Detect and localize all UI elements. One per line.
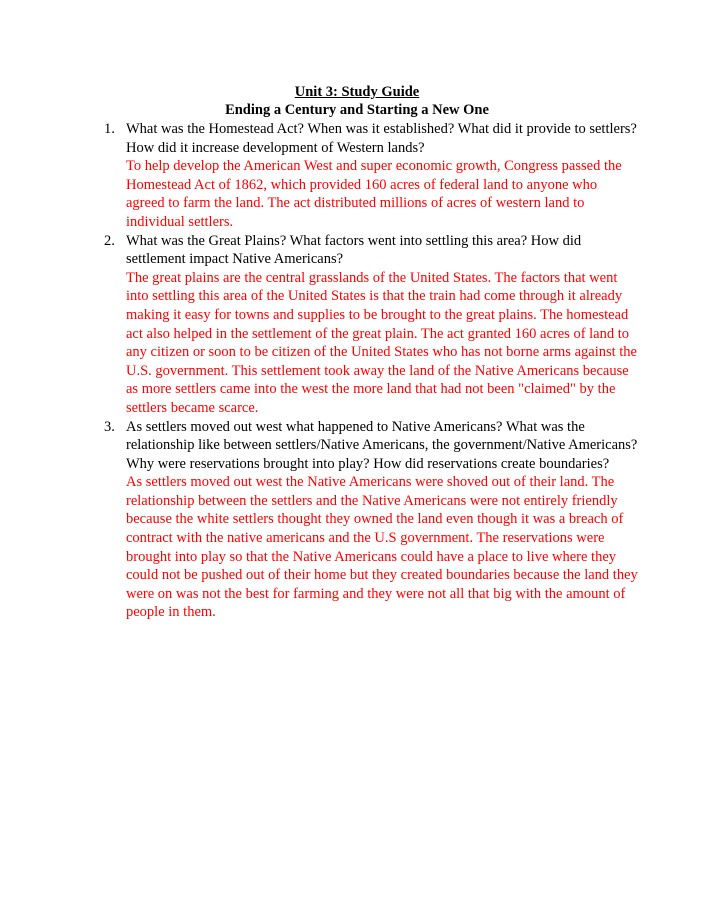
document-subtitle: Ending a Century and Starting a New One [225,102,489,118]
question-item-3 [98,418,638,623]
answer-text: The great plains are the central grasslands of the United States. The factors that went into settling this area of the United States is that the train had come through it already making it easy for towns and supplies to be brought to the great plains. The homestead act also helped in the settlement of the great plain. The act granted 160 acres of land to any citizen or soon to be citizen of the United States who has not borne arms against the U.S. government. This settlement took away the land of the Native Americans because as more settlers came into the west the more land that had not been "claimed" by the settlers became scarce. [126,269,637,416]
question-number: 2. [104,232,115,249]
answer-text: As settlers moved out west the Native Americans were shoved out of their land. The relationship between the settlers and the Native Americans were not entirely friendly because the white settlers thought they owned the land even though it was a breach of contract with the native americans and the U.S government. The reservations were brought into play so that the Native Americans could have a place to live where they could not be pushed out of their home but they created boundaries because the land they were on was not the best for farming and they were not all that big with the amount of people in them. [126,474,638,621]
document-title [0,83,714,101]
question-number: 1. [104,121,115,137]
question-item-2 [98,232,638,418]
answer-text: To help develop the American West and super economic growth, Congress passed the Homestead Act of 1862, which provided 160 acres of federal land to anyone who agreed to farm the land. The act distributed millions of acres of western land to individual settlers. [126,158,622,230]
question-text: What was the Homestead Act? When was it established? What did it provide to settlers? How did it increase development of Western lands? [126,121,637,156]
question-number: 3. [104,418,115,435]
question-item-1 [98,120,638,232]
document-title-text: Unit 3: Study Guide [294,84,420,100]
question-text: As settlers moved out west what happened to Native Americans? What was the relationship like between settlers/Native Americans, the government/Native Americans? Why were reservations brought into play? How did reservations create boundaries? [126,418,638,472]
question-list [98,120,638,622]
question-text: What was the Great Plains? What factors went into settling this area? How did settlement impact Native Americans? [126,232,582,268]
